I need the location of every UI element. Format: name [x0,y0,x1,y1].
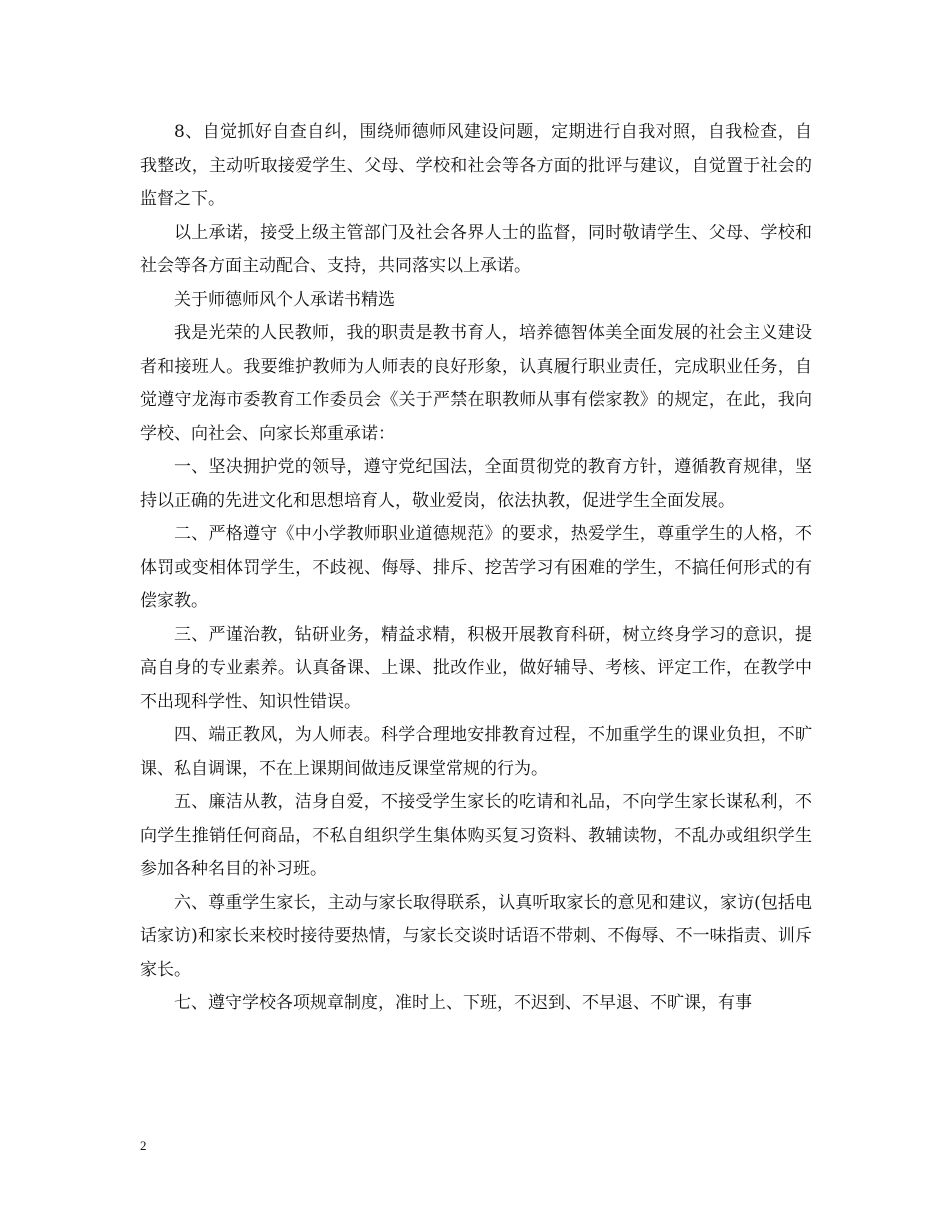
paragraph-item-6: 六、尊重学生家长，主动与家长取得联系，认真听取家长的意见和建议，家访(包括电话家访)和家长来校时接待要热情，与家长交谈时话语不带刺、不侮辱、不一味指责、训斥家长。 [140,892,812,980]
page-number: 2 [140,1138,147,1153]
document-body [140,116,812,1021]
paragraph-item-5: 五、廉洁从教，洁身自爱，不接受学生家长的吃请和礼品，不向学生家长谋私利，不向学生推销任何商品，不私自组织学生集体购买复习资料、教辅读物，不乱办或组织学生参加各种名目的补习班。 [140,792,812,879]
paragraph-item-7: 七、遵守学校各项规章制度，准时上、下班，不迟到、不早退、不旷课，有事 [174,993,752,1013]
paragraph-item-4: 四、端正教风，为人师表。科学合理地安排教育过程，不加重学生的课业负担，不旷课、私自调课，不在上课期间做违反课堂常规的行为。 [140,725,812,779]
paragraph-commitment-supervision: 以上承诺，接受上级主管部门及社会各界人士的监督，同时敬请学生、父母、学校和社会等各方面主动配合、支持，共同落实以上承诺。 [140,222,812,276]
paragraph-intro: 我是光荣的人民教师，我的职责是教书育人，培养德智体美全面发展的社会主义建设者和接班人。我要维护教师为人师表的良好形象，认真履行职业责任，完成职业任务，自觉遵守龙海市委教育工作委员会《关于严禁在职教师从事有偿家教》的规定，在此，我向学校、向社会、向家长郑重承诺： [140,323,812,444]
paragraph-item-2: 二、严格遵守《中小学教师职业道德规范》的要求，热爱学生，尊重学生的人格，不体罚或变相体罚学生，不歧视、侮辱、排斥、挖苦学习有困难的学生，不搞任何形式的有偿家教。 [140,524,812,611]
section-heading: 关于师德师风个人承诺书精选 [174,289,395,310]
paragraph-item-1: 一、坚决拥护党的领导，遵守党纪国法，全面贯彻党的教育方针，遵循教育规律，坚持以正确的先进文化和思想培育人，敬业爱岗，依法执教，促进学生全面发展。 [140,457,812,511]
paragraph-item-3: 三、严谨治教，钻研业务，精益求精，积极开展教育科研，树立终身学习的意识，提高自身的专业素养。认真备课、上课、批改作业，做好辅导、考核、评定工作，在教学中不出现科学性、知识性错误。 [140,624,812,712]
paragraph-self-inspection: 8、自觉抓好自查自纠，围绕师德师风建设问题，定期进行自我对照，自我检查，自我整改，主动听取接爱学生、父母、学校和社会等各方面的批评与建议，自觉置于社会的监督之下。 [140,122,812,209]
